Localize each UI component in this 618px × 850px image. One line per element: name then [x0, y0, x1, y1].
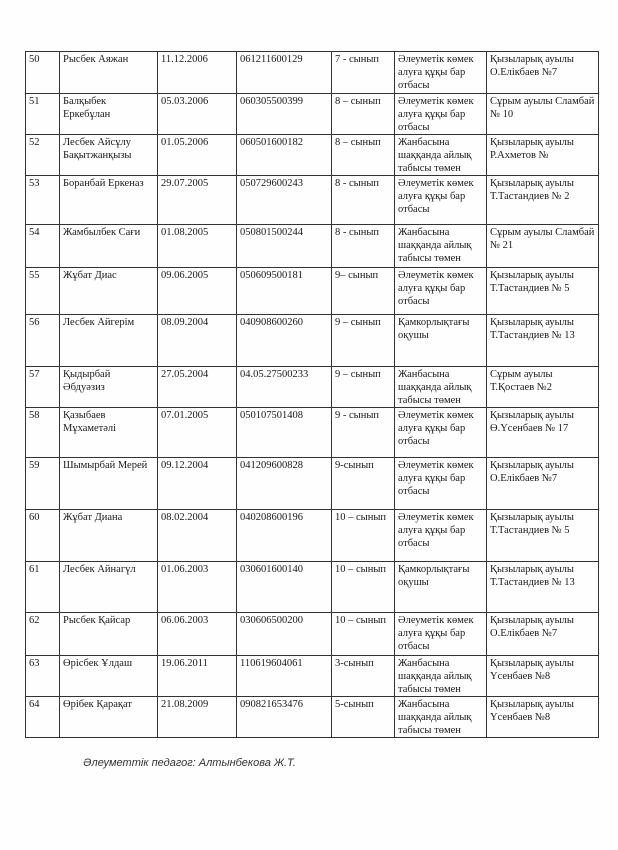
table-row — [26, 408, 599, 458]
birth-date-cell: 09.12.2004 — [158, 458, 237, 510]
table-row — [26, 510, 599, 562]
category-cell: Жанбасына шаққанда айлық табысы төмен — [395, 225, 487, 268]
iin-cell: 040208600196 — [237, 510, 332, 562]
row-number-cell: 53 — [26, 176, 60, 225]
row-number-cell: 61 — [26, 562, 60, 613]
grade-cell: 10 – сынып — [332, 510, 395, 562]
category-cell: Қамкорлықтағы оқушы — [395, 315, 487, 367]
address-cell: Қызыларық ауылы Ө.Үсенбаев № 17 — [487, 408, 599, 458]
student-name-cell: Жамбылбек Сағи — [60, 225, 158, 268]
student-name-cell: Балқыбек Еркебұлан — [60, 94, 158, 135]
address-cell: Қызыларық ауылы Р.Ахметов № — [487, 135, 599, 176]
row-number-cell: 62 — [26, 613, 60, 656]
grade-cell: 9– сынып — [332, 268, 395, 315]
address-cell: Сұрым ауылы Сламбай № 10 — [487, 94, 599, 135]
student-name-cell: Жұбат Диас — [60, 268, 158, 315]
grade-cell: 7 - сынып — [332, 52, 395, 94]
row-number-cell: 56 — [26, 315, 60, 367]
table-row — [26, 656, 599, 697]
row-number-cell: 50 — [26, 52, 60, 94]
address-cell: Қызыларық ауылы Т.Тастандиев № 2 — [487, 176, 599, 225]
iin-cell: 04.05.27500233 — [237, 367, 332, 408]
address-cell: Қызыларық ауылы Т.Тастандиев № 13 — [487, 315, 599, 367]
grade-cell: 9-сынып — [332, 458, 395, 510]
address-cell: Қызыларық ауылы Т.Тастандиев № 5 — [487, 268, 599, 315]
grade-cell: 3-сынып — [332, 656, 395, 697]
category-cell: Әлеуметік көмек алуға құқы бар отбасы — [395, 510, 487, 562]
iin-cell: 050107501408 — [237, 408, 332, 458]
iin-cell: 050609500181 — [237, 268, 332, 315]
row-number-cell: 63 — [26, 656, 60, 697]
student-name-cell: Қазыбаев Мұхаметәлі — [60, 408, 158, 458]
table-row — [26, 94, 599, 135]
category-cell: Әлеуметік көмек алуға құқы бар отбасы — [395, 613, 487, 656]
category-cell: Әлеуметік көмек алуға құқы бар отбасы — [395, 268, 487, 315]
birth-date-cell: 01.05.2006 — [158, 135, 237, 176]
address-cell: Қызыларық ауылы О.Елікбаев №7 — [487, 458, 599, 510]
table-row — [26, 613, 599, 656]
grade-cell: 5-сынып — [332, 697, 395, 738]
table-body — [26, 52, 599, 738]
category-cell: Қамкорлықтағы оқушы — [395, 562, 487, 613]
birth-date-cell: 09.06.2005 — [158, 268, 237, 315]
birth-date-cell: 01.08.2005 — [158, 225, 237, 268]
category-cell: Әлеуметік көмек алуға құқы бар отбасы — [395, 408, 487, 458]
birth-date-cell: 05.03.2006 — [158, 94, 237, 135]
address-cell: Сұрым ауылы Сламбай № 21 — [487, 225, 599, 268]
birth-date-cell: 07.01.2005 — [158, 408, 237, 458]
address-cell: Қызыларық ауылы Т.Тастандиев № 13 — [487, 562, 599, 613]
grade-cell: 8 – сынып — [332, 135, 395, 176]
student-name-cell: Қыдырбай Әбдуәзиз — [60, 367, 158, 408]
grade-cell: 10 – сынып — [332, 613, 395, 656]
student-name-cell: Боранбай Еркеназ — [60, 176, 158, 225]
iin-cell: 050729600243 — [237, 176, 332, 225]
table-row — [26, 458, 599, 510]
table-row — [26, 176, 599, 225]
address-cell: Қызыларық ауылы О.Елікбаев №7 — [487, 52, 599, 94]
student-name-cell: Лесбек Айнагүл — [60, 562, 158, 613]
address-cell: Қызыларық ауылы Т.Тастандиев № 5 — [487, 510, 599, 562]
category-cell: Жанбасына шаққанда айлық табысы төмен — [395, 656, 487, 697]
address-cell: Сұрым ауылы Т.Қостаев №2 — [487, 367, 599, 408]
table-row — [26, 268, 599, 315]
student-name-cell: Рысбек Аяжан — [60, 52, 158, 94]
category-cell: Әлеуметік көмек алуға құқы бар отбасы — [395, 94, 487, 135]
birth-date-cell: 08.02.2004 — [158, 510, 237, 562]
table-row — [26, 315, 599, 367]
iin-cell: 090821653476 — [237, 697, 332, 738]
student-name-cell: Лесбек Айсұлу Бақытжанқызы — [60, 135, 158, 176]
birth-date-cell: 11.12.2006 — [158, 52, 237, 94]
table-row — [26, 52, 599, 94]
table-row — [26, 135, 599, 176]
signature-line: Әлеуметтік педагог: Алтынбекова Ж.Т. — [83, 757, 296, 769]
table-row — [26, 562, 599, 613]
birth-date-cell: 06.06.2003 — [158, 613, 237, 656]
grade-cell: 8 - сынып — [332, 225, 395, 268]
birth-date-cell: 19.06.2011 — [158, 656, 237, 697]
student-name-cell: Өрібек Қарақат — [60, 697, 158, 738]
category-cell: Әлеуметік көмек алуға құқы бар отбасы — [395, 176, 487, 225]
category-cell: Әлеуметік көмек алуға құқы бар отбасы — [395, 52, 487, 94]
birth-date-cell: 08.09.2004 — [158, 315, 237, 367]
category-cell: Жанбасына шаққанда айлық табысы төмен — [395, 367, 487, 408]
table-row — [26, 225, 599, 268]
student-name-cell: Лесбек Айгерім — [60, 315, 158, 367]
address-cell: Қызыларық ауылы Үсенбаев №8 — [487, 697, 599, 738]
row-number-cell: 55 — [26, 268, 60, 315]
grade-cell: 8 - сынып — [332, 176, 395, 225]
birth-date-cell: 01.06.2003 — [158, 562, 237, 613]
iin-cell: 050801500244 — [237, 225, 332, 268]
grade-cell: 10 – сынып — [332, 562, 395, 613]
grade-cell: 9 – сынып — [332, 315, 395, 367]
grade-cell: 8 – сынып — [332, 94, 395, 135]
iin-cell: 061211600129 — [237, 52, 332, 94]
student-name-cell: Өрісбек Ұлдаш — [60, 656, 158, 697]
table-row — [26, 697, 599, 738]
row-number-cell: 51 — [26, 94, 60, 135]
iin-cell: 030601600140 — [237, 562, 332, 613]
iin-cell: 110619604061 — [237, 656, 332, 697]
category-cell: Жанбасына шаққанда айлық табысы төмен — [395, 697, 487, 738]
table-row — [26, 367, 599, 408]
row-number-cell: 64 — [26, 697, 60, 738]
row-number-cell: 59 — [26, 458, 60, 510]
iin-cell: 060305500399 — [237, 94, 332, 135]
row-number-cell: 58 — [26, 408, 60, 458]
grade-cell: 9 - сынып — [332, 408, 395, 458]
row-number-cell: 57 — [26, 367, 60, 408]
row-number-cell: 60 — [26, 510, 60, 562]
category-cell: Әлеуметік көмек алуға құқы бар отбасы — [395, 458, 487, 510]
grade-cell: 9 – сынып — [332, 367, 395, 408]
row-number-cell: 52 — [26, 135, 60, 176]
student-name-cell: Жұбат Диана — [60, 510, 158, 562]
birth-date-cell: 29.07.2005 — [158, 176, 237, 225]
student-name-cell: Шымырбай Мерей — [60, 458, 158, 510]
iin-cell: 060501600182 — [237, 135, 332, 176]
iin-cell: 040908600260 — [237, 315, 332, 367]
student-register-table — [25, 51, 599, 738]
birth-date-cell: 21.08.2009 — [158, 697, 237, 738]
category-cell: Жанбасына шаққанда айлық табысы төмен — [395, 135, 487, 176]
iin-cell: 030606500200 — [237, 613, 332, 656]
address-cell: Қызыларық ауылы Үсенбаев №8 — [487, 656, 599, 697]
row-number-cell: 54 — [26, 225, 60, 268]
student-name-cell: Рысбек Қайсар — [60, 613, 158, 656]
birth-date-cell: 27.05.2004 — [158, 367, 237, 408]
iin-cell: 041209600828 — [237, 458, 332, 510]
address-cell: Қызыларық ауылы О.Елікбаев №7 — [487, 613, 599, 656]
